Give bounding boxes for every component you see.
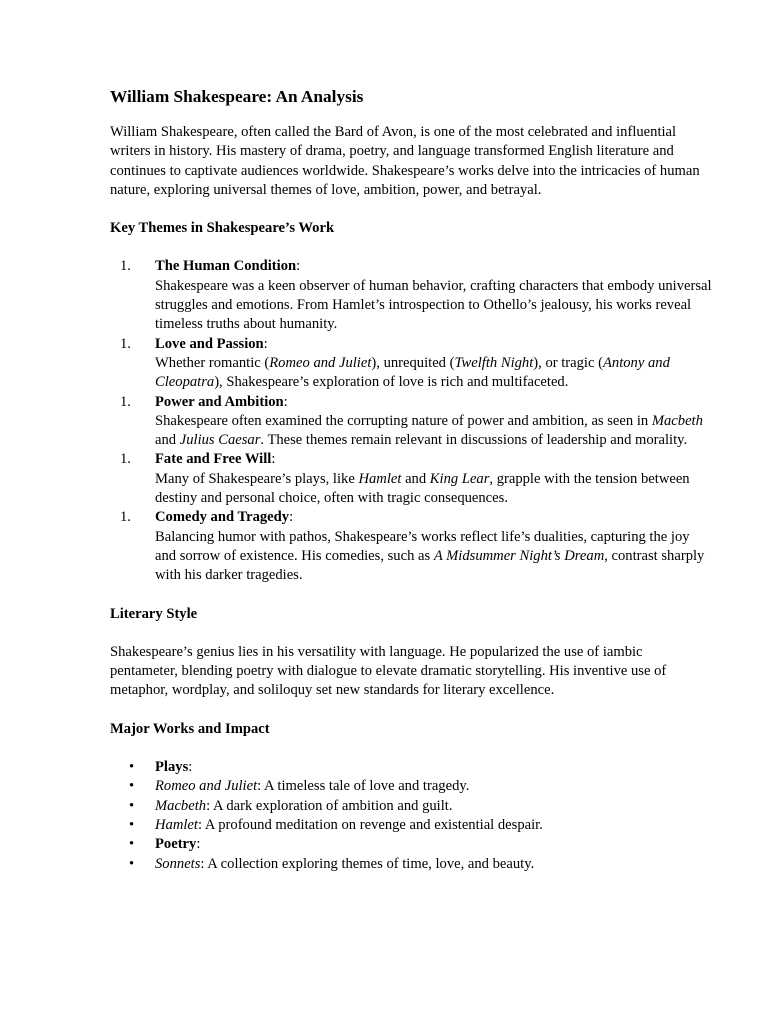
list-item	[110, 777, 712, 796]
theme-body-text: , grapple with the tension between destiny and personal choice, often with tragic consequences.	[155, 470, 690, 507]
bullet-icon: •	[129, 797, 135, 814]
work-title: Macbeth	[155, 797, 207, 814]
bullet-icon: •	[129, 816, 135, 833]
theme-item-comedy-and-tragedy	[110, 508, 712, 585]
theme-title: Power and Ambition	[155, 393, 284, 410]
literary-style-paragraph: Shakespeare’s genius lies in his versatility with language. He popularized the use of iambic pentameter, blending poetry with dialogue to elevate dramatic storytelling. His inventive use of metaphor, wordplay, and soliloquy set new standards for literary excellence.	[110, 643, 667, 699]
work-title-king-lear: King Lear	[429, 470, 490, 487]
theme-title: Love and Passion	[155, 335, 264, 352]
theme-colon: :	[289, 509, 294, 526]
work-title-macbeth: Macbeth	[651, 412, 703, 429]
theme-body-text: and	[401, 470, 430, 487]
theme-title: The Human Condition	[155, 258, 297, 275]
theme-item-human-condition	[110, 257, 712, 334]
theme-body-text: ), Shakespeare’s exploration of love is rich and multifaceted.	[214, 374, 569, 391]
bullet-icon: •	[129, 855, 135, 872]
item-text: : A profound meditation on revenge and existential despair.	[197, 816, 543, 833]
list-item	[110, 816, 712, 835]
theme-number: 1.	[120, 509, 131, 526]
themes-list	[110, 257, 712, 585]
theme-body-text: Many of Shakespeare’s plays, like	[155, 470, 359, 487]
theme-body: Shakespeare was a keen observer of human behavior, crafting characters that embody universal struggles and emotions. From Hamlet’s introspection to Othello’s jealousy, his works reveal timeless truths about humanity.	[155, 277, 712, 333]
work-title-twelfth-night: Twelfth Night	[454, 354, 534, 371]
work-title: Romeo and Juliet	[155, 778, 258, 795]
theme-title: Fate and Free Will	[155, 451, 272, 468]
theme-item-fate-and-free-will	[110, 450, 712, 508]
work-title-antony-and-cleopatra: Antony and Cleopatra	[155, 354, 670, 391]
work-title-hamlet: Hamlet	[358, 470, 402, 487]
theme-item-love-and-passion	[110, 335, 712, 393]
theme-number: 1.	[120, 335, 131, 352]
bullet-icon: •	[129, 778, 135, 795]
major-works-heading: Major Works and Impact	[110, 720, 270, 737]
theme-body-text: Whether romantic (	[155, 354, 270, 371]
theme-body-text: ), or tragic (	[533, 354, 603, 371]
theme-colon: :	[263, 335, 268, 352]
work-title: Sonnets	[155, 855, 201, 872]
category-label: Poetry	[155, 836, 197, 853]
key-themes-heading: Key Themes in Shakespeare’s Work	[110, 220, 335, 237]
category-label: Plays	[155, 759, 189, 776]
theme-body-text: and	[155, 432, 180, 449]
theme-body-text: Shakespeare often examined the corrupting nature of power and ambition, as seen in	[155, 412, 652, 429]
theme-number: 1.	[120, 451, 131, 468]
theme-title: Comedy and Tragedy	[155, 509, 290, 526]
theme-item-power-and-ambition	[110, 393, 712, 451]
theme-colon: :	[296, 258, 301, 275]
bullet-icon: •	[129, 759, 135, 776]
theme-body-text: ), unrequited (	[371, 354, 455, 371]
work-title-julius-caesar: Julius Caesar	[179, 432, 261, 449]
item-text: : A collection exploring themes of time, love, and beauty.	[200, 855, 535, 872]
theme-colon: :	[271, 451, 276, 468]
list-item	[110, 758, 712, 777]
theme-body-text: Balancing humor with pathos, Shakespeare’s works reflect life’s dualities, capturing the joy and sorrow of existence. His comedies, such as	[155, 528, 690, 564]
list-item	[110, 797, 712, 816]
document-title: William Shakespeare: An Analysis	[110, 87, 364, 106]
theme-body	[155, 355, 670, 390]
work-title-midsummer-nights-dream: A Midsummer Night’s Dream	[433, 547, 605, 564]
theme-number: 1.	[120, 393, 131, 410]
bullet-icon: •	[129, 836, 135, 853]
list-item	[110, 855, 712, 874]
item-text: :	[196, 836, 201, 853]
item-text: : A dark exploration of ambition and guilt.	[206, 797, 453, 814]
theme-body	[155, 529, 704, 584]
literary-style-heading: Literary Style	[110, 605, 198, 622]
theme-body-text: , contrast sharply with his darker tragedies.	[155, 547, 705, 584]
theme-colon: :	[283, 393, 288, 410]
theme-body	[155, 471, 690, 506]
item-text: :	[188, 759, 193, 776]
work-title: Hamlet	[155, 816, 198, 833]
item-text: : A timeless tale of love and tragedy.	[257, 778, 470, 795]
work-title-romeo-and-juliet: Romeo and Juliet	[269, 354, 372, 371]
intro-paragraph: William Shakespeare, often called the Bard of Avon, is one of the most celebrated and influential writers in history. His mastery of drama, poetry, and language transformed English literature and continues to captivate audiences worldwide. Shakespeare’s works delve into the intricacies of human nature, exploring universal themes of love, ambition, power, and betrayal.	[110, 124, 700, 198]
list-item	[110, 835, 712, 854]
theme-number: 1.	[120, 258, 131, 275]
major-works-list	[110, 758, 712, 874]
theme-body	[155, 413, 703, 448]
theme-body-text: . These themes remain relevant in discussions of leadership and morality.	[260, 432, 688, 449]
